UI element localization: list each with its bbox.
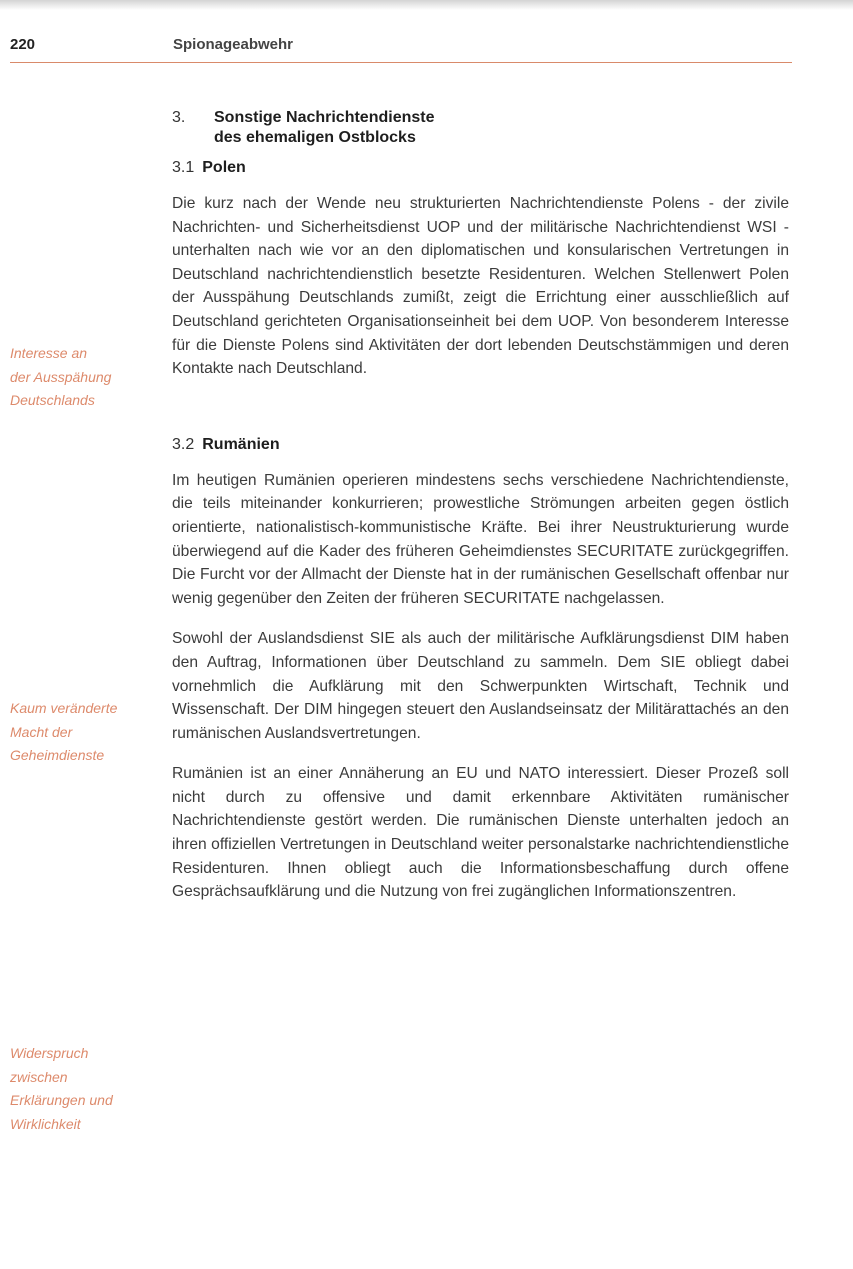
section-number: 3.	[172, 109, 186, 126]
page-top-shadow	[0, 0, 853, 10]
margin-note-line: Erklärungen und	[10, 1092, 113, 1109]
running-title: Spionageabwehr	[173, 36, 294, 53]
paragraph-polen: Die kurz nach der Wende neu strukturierten Nachrichtendienste Polens - der zivile Nachrichten- und Sicherheitsdienst UOP und der militärische Nachrichtendienst WSI - unterhalten nach wie vor an den diplomatischen und konsularischen Vertretungen in Deutschland nachrichtendienstlich besetzte Residenturen. Welchen Stellenwert Polen der Ausspähung Deutschlands zumißt, zeigt die Errichtung einer ausschließlich auf Deutschland gerichteten Organisationseinheit bei dem UOP. Von besonderem Interesse für die Dienste Polens sind Aktivitäten der dort lebenden Deutschstämmigen und deren Kontakte nach Deutschland.	[172, 195, 789, 378]
subsection-number: 3.2	[172, 435, 195, 453]
margin-note-interesse	[10, 342, 160, 413]
paragraph-rumaenien-3: Rumänien ist an einer Annäherung an EU und NATO interessiert. Dieser Prozeß soll nicht durch zu offensive und damit erkennbare Aktivitäten rumänischer Nachrichtendienste gestört werden. Die rumänischen Dienste unterhalten jedoch an ihren offiziellen Vertretungen in Deutschland weiter personalstarke nachrichtendienstliche Residenturen. Ihnen obliegt auch die Informationsbeschaffung durch offene Gesprächsaufklärung und die Nutzung von frei zugänglichen Informationszentren.	[172, 765, 789, 901]
margin-note-widerspruch	[10, 1042, 160, 1136]
margin-note-line: Macht der	[10, 723, 73, 740]
main-content	[172, 108, 789, 904]
margin-note-line: Wirklichkeit	[10, 1115, 81, 1132]
margin-note-line: Widerspruch	[10, 1045, 89, 1061]
spacer	[172, 610, 789, 627]
page-header	[10, 36, 792, 64]
spacer	[172, 745, 789, 762]
margin-note-line: zwischen	[10, 1068, 68, 1085]
section-title-line1: Sonstige Nachrichtendienste	[214, 109, 435, 126]
section-heading-3	[172, 108, 789, 148]
margin-note-macht	[10, 697, 160, 768]
page-number: 220	[10, 36, 36, 53]
subsection-title: Polen	[202, 159, 246, 176]
margin-note-line: Geheimdienste	[10, 747, 105, 764]
section-heading-3-1	[172, 158, 789, 178]
section-title-line2: des ehemaligen Ostblocks	[214, 129, 416, 146]
paragraph-rumaenien-2: Sowohl der Auslandsdienst SIE als auch der militärische Aufklärungsdienst DIM haben den Auftrag, Informationen über Deutschland zu sammeln. Dem SIE obliegt dabei vornehmlich die Aufklärung mit den Schwerpunkten Wirtschaft, Technik und Wissenschaft. Der DIM hingegen steuert den Auslandseinsatz der Militärattachés an den rumänischen Auslandsvertretungen.	[172, 630, 789, 742]
header-rule	[10, 62, 792, 63]
section-heading-3-2	[172, 435, 789, 455]
margin-note-line: Kaum veränderte	[10, 700, 118, 716]
margin-note-line: Deutschlands	[10, 392, 95, 409]
margin-note-line: der Ausspähung	[10, 368, 112, 385]
section-title	[214, 108, 435, 148]
paragraph-rumaenien-1: Im heutigen Rumänien operieren mindestens sechs verschiedene Nachrichtendienste, die teils miteinander konkurrieren; prowestliche Strömungen arbeiten gegen östlich orientierte, nationalistisch-kommunistische Kräfte. Bei ihrer Neustrukturierung wurde überwiegend auf die Kader des früheren Geheimdienstes SECURITATE zurückgegriffen. Die Furcht vor der Allmacht der Dienste hat in der rumänischen Gesellschaft offenbar nur wenig gegenüber den Zeiten der früheren SECURITATE nachgelassen.	[172, 471, 789, 607]
spacer	[172, 381, 789, 435]
margin-note-line: Interesse an	[10, 345, 88, 361]
subsection-number: 3.1	[172, 159, 195, 176]
subsection-title: Rumänien	[202, 435, 280, 453]
